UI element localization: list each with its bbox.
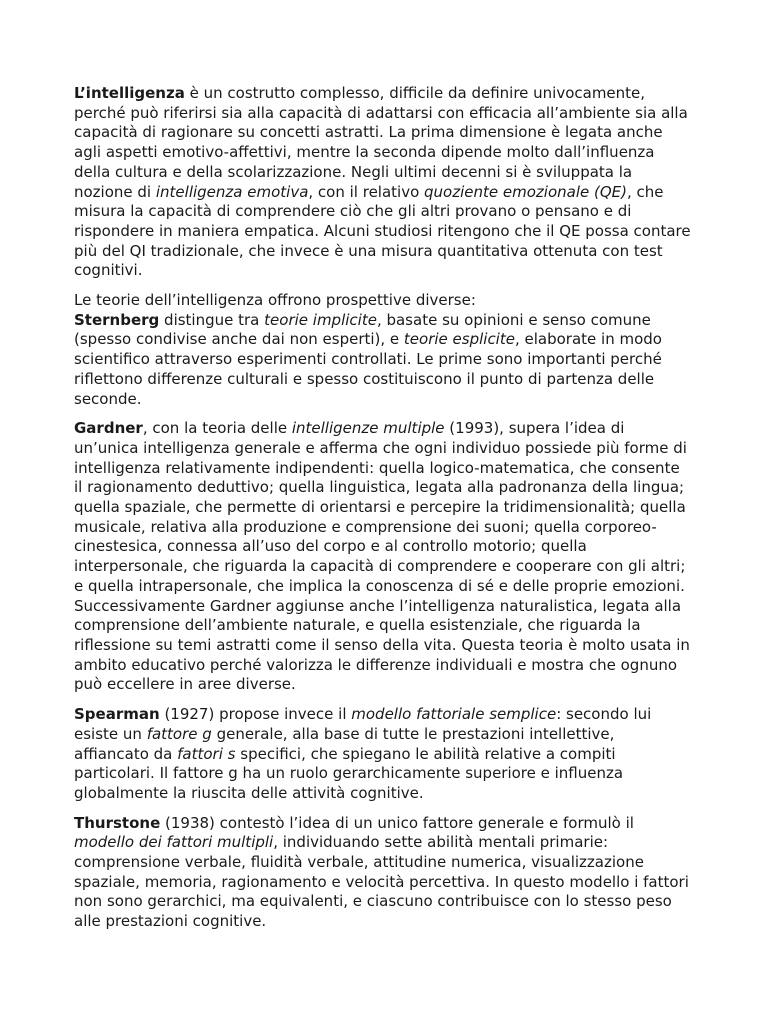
term-factor-g: fattore g xyxy=(146,724,212,743)
paragraph-theories-intro: Le teorie dell’intelligenza offrono prospettive diverse: xyxy=(74,291,476,310)
term-intelligence: L’intelligenza xyxy=(74,84,185,102)
term-thurstone: Thurstone xyxy=(74,813,161,832)
paragraph-gardner: Gardner, con la teoria delle intelligenze multiple (1993), supera l’idea di un’unica intelligenza generale e afferma che ogni individuo possiede più forme di intelligenza relativamente indipendenti: quella logico-matematica, che consente il ragionamento deduttivo; quella linguistica, legata alla padronanza della lingua; quella spaziale, che permette di orientarsi e percepire la tridimensionalità; quella musicale, relativa alla produzione e comprensione dei suoni; quella corporeo-cinestesica, connessa all’uso del corpo e al controllo motorio; quella interpersonale, che riguarda la capacità di comprendere e cooperare con gli altri; e quella intrapersonale, che implica la conoscenza di sé e delle proprie emozioni. Successivamente Gardner aggiunse anche l’intelligenza naturalistica, legata alla comprensione dell’ambiente naturale, e quella esistenziale, che riguarda la riflessione su temi astratti come il senso della vita. Questa teoria è molto usata in ambito educativo perché valorizza le differenze individuali e mostra che ognuno può eccellere in aree diverse. xyxy=(74,419,690,694)
term-simple-factorial-model: modello fattoriale semplice xyxy=(351,705,557,724)
term-spearman: Spearman xyxy=(74,705,160,724)
term-factors-s: fattori s xyxy=(177,744,236,763)
term-sternberg: Sternberg xyxy=(74,310,160,329)
term-emotional-quotient: quoziente emozionale (QE) xyxy=(424,182,627,201)
term-gardner: Gardner xyxy=(74,419,143,438)
term-multiple-intelligences: intelligenze multiple xyxy=(291,419,445,438)
paragraph-spearman: Spearman (1927) propose invece il modello fattoriale semplice: secondo lui esiste un fattore g generale, alla base di tutte le prestazioni intellettive, affiancato da fattori s specifici, che spiegano le abilità relative a compiti particolari. Il fattore g ha un ruolo gerarchicamente superiore e influenza globalmente la riuscita delle attività cognitive. xyxy=(74,705,652,802)
paragraph-sternberg: Sternberg distingue tra teorie implicite, basate su opinioni e senso comune (spesso condivise anche dai non esperti), e teorie esplicite, elaborate in modo scientifico attraverso esperimenti controllati. Le prime sono importanti perché riflettono differenze culturali e spesso costituiscono il punto di partenza delle seconde. xyxy=(74,310,662,408)
term-implicit-theories: teorie implicite xyxy=(264,310,377,329)
paragraph-intelligence-definition: L’intelligenza è un costrutto complesso, difficile da definire univocamente, perché può riferirsi sia alla capacità di adattarsi con efficacia all’ambiente sia alla capacità di ragionare su concetti astratti. La prima dimensione è legata anche agli aspetti emotivo-affettivi, mentre la seconda dipende molto dall’influenza della cultura e della scolarizzazione. Negli ultimi decenni si è sviluppata la nozione di intelligenza emotiva, con il relativo quoziente emozionale (QE), che misura la capacità di comprendere ciò che gli altri provano o pensano e di rispondere in maniera empatica. Alcuni studiosi ritengono che il QE possa contare più del QI tradizionale, che invece è una misura quantitativa ottenuta con test cognitivi. xyxy=(74,84,691,280)
term-emotional-intelligence: intelligenza emotiva xyxy=(155,182,309,201)
term-explicit-theories: teorie esplicite xyxy=(403,330,515,349)
document-page xyxy=(74,84,692,942)
paragraph-thurstone: Thurstone (1938) contestò l’idea di un unico fattore generale e formulò il modello dei fattori multipli, individuando sette abilità mentali primarie: comprensione verbale, fluidità verbale, attitudine numerica, visualizzazione spaziale, memoria, ragionamento e velocità percettiva. In questo modello i fattori non sono gerarchici, ma equivalenti, e ciascuno contribuisce con lo stesso peso alle prestazioni cognitive. xyxy=(74,813,689,931)
term-multiple-factors-model: modello dei fattori multipli xyxy=(74,833,274,852)
